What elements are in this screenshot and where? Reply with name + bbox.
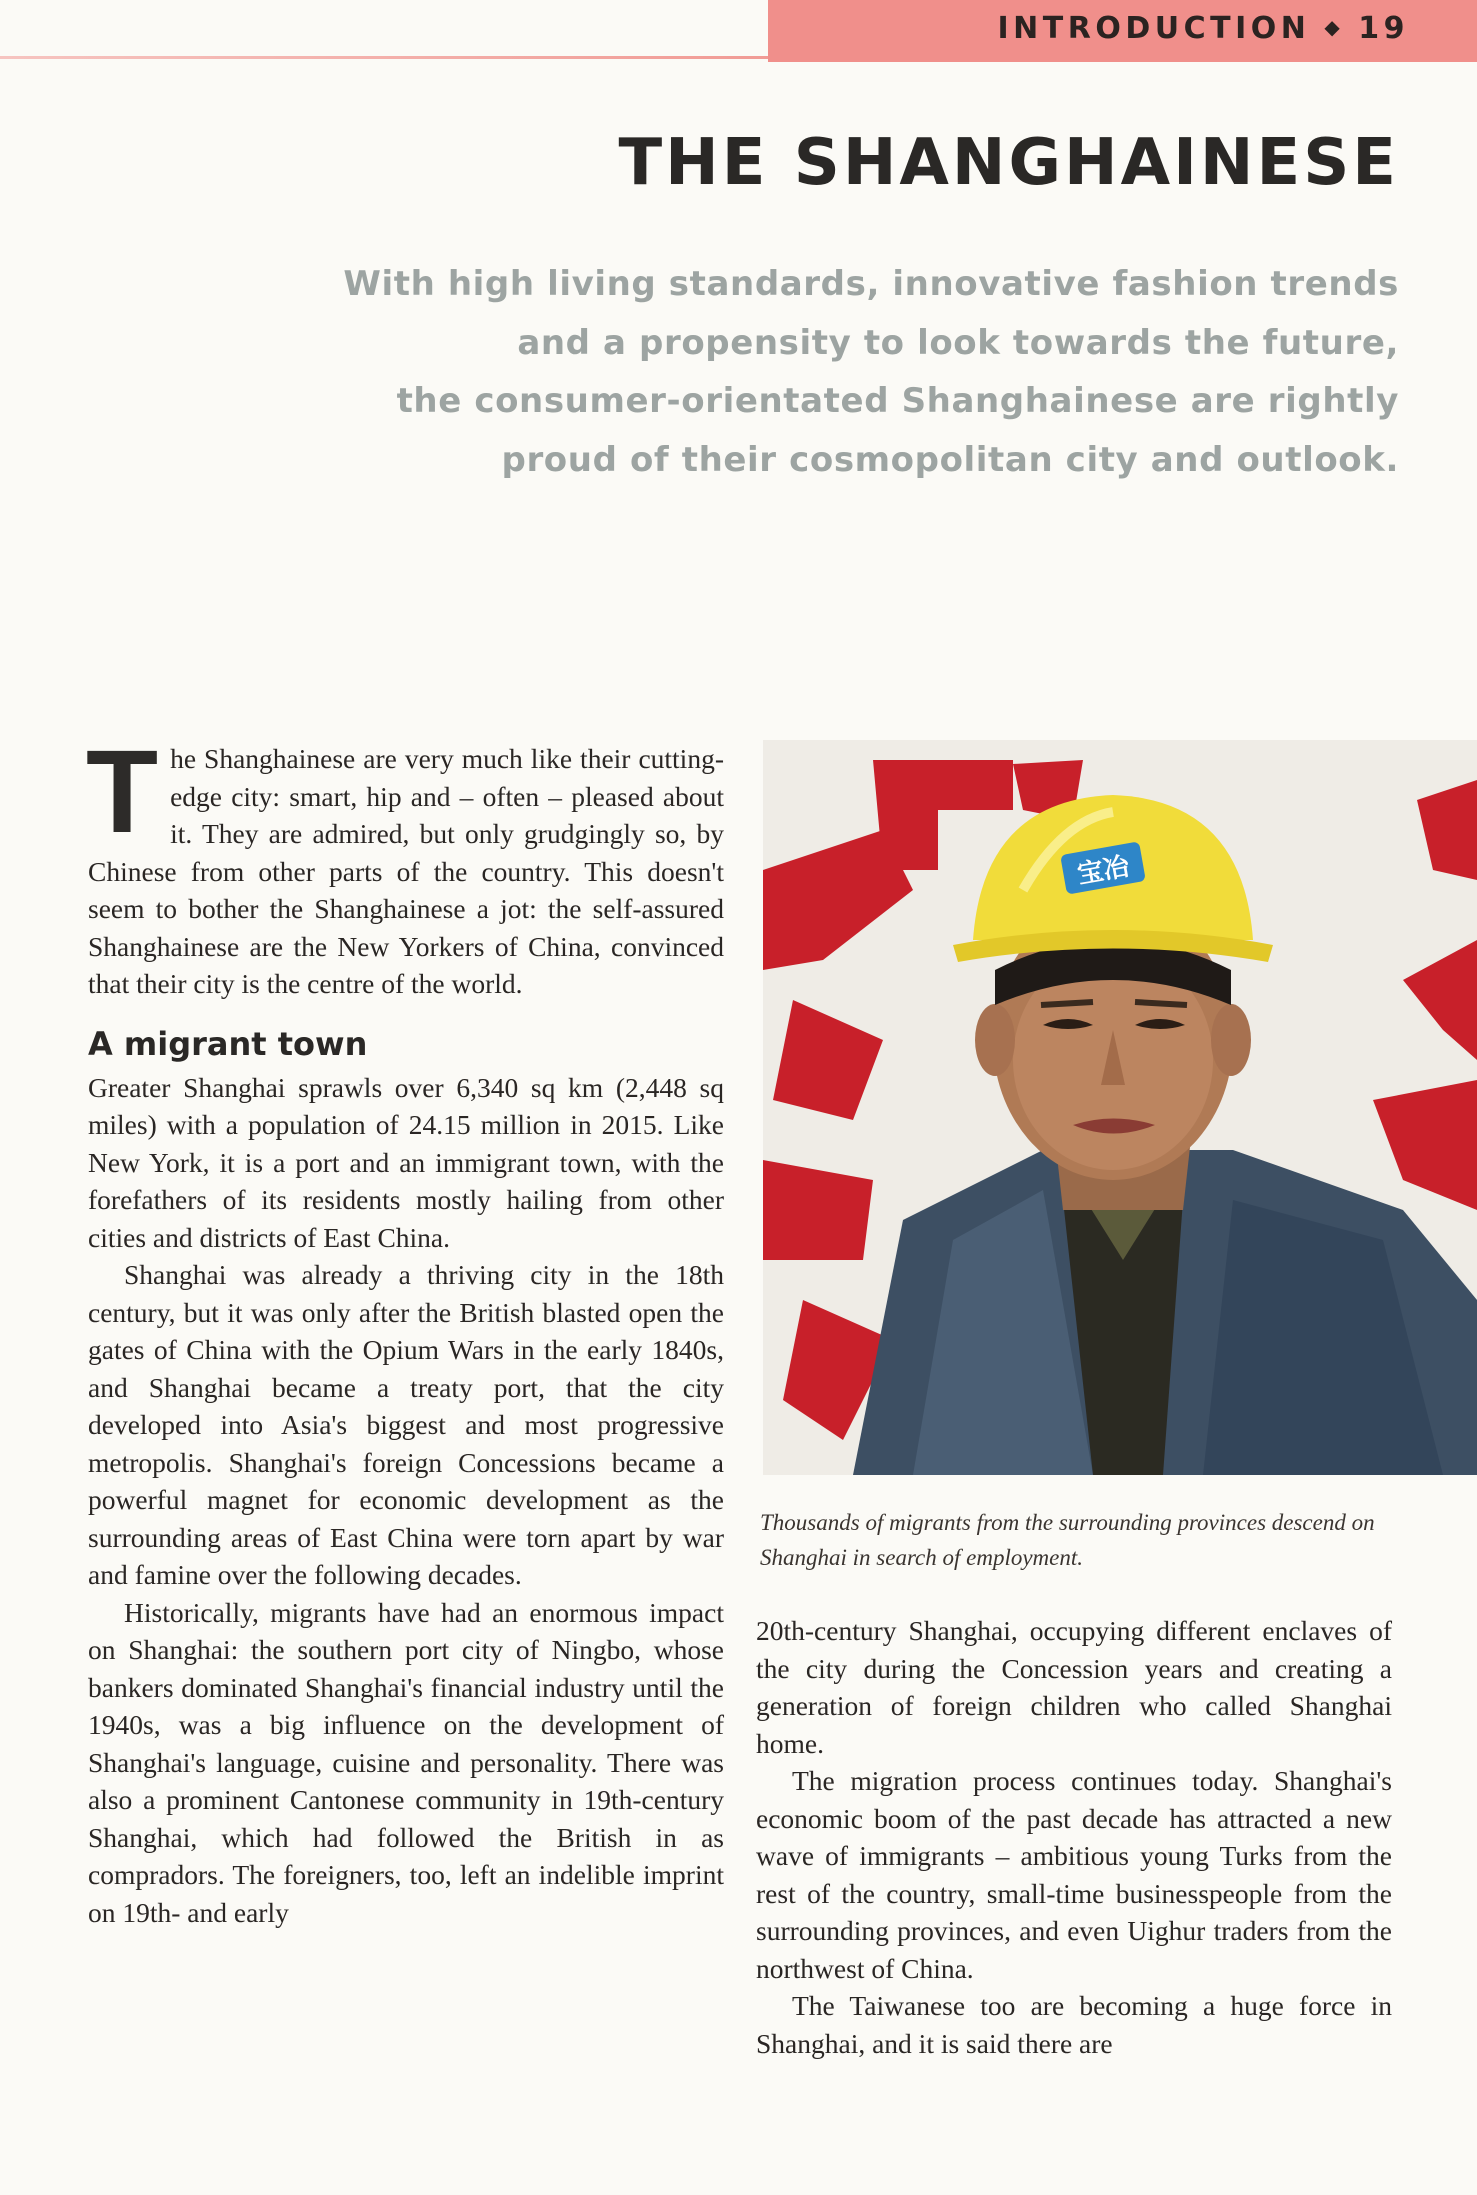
page-number: 19 xyxy=(1358,11,1409,46)
standfirst-line: the consumer-orientated Shanghainese are rightly xyxy=(396,381,1399,421)
standfirst xyxy=(299,255,1399,489)
body-paragraph: Greater Shanghai sprawls over 6,340 sq km (2,448 sq miles) with a population of 24.15 million in 2015. Like New York, it is a port and an immigrant town, with the forefathers of its residents mostly hailing from other cities and districts of East China. xyxy=(88,1071,724,1253)
standfirst-line: and a propensity to look towards the future, xyxy=(517,322,1399,363)
standfirst-line: With high living standards, innovative fashion trends xyxy=(343,264,1399,304)
body-paragraph: Historically, migrants have had an enormous impact on Shanghai: the southern port city of Ningbo, whose bankers dominated Shanghai's financial industry until the 1940s, was a big influence on the development of Shanghai's language, cuisine and personality. There was also a prominent Cantonese community in 19th-century Shanghai, which had followed the British in as compradors. The foreigners, too, left an indelible imprint on 19th- and early xyxy=(88,1596,724,1928)
header-rule xyxy=(0,56,770,59)
intro-text: he Shanghainese are very much like their cutting-edge city: smart, hip and – often – pleased about it. They are admired, but only grudgingly so, by Chinese from other parts of the country. This doesn't seem to bother the Shanghainese a jot: the self-assured Shanghainese are the New Yorkers of China, convinced that their city is the centre of the world. xyxy=(88,743,724,999)
standfirst-line: proud of their cosmopolitan city and outlook. xyxy=(501,439,1399,480)
right-column xyxy=(756,1612,1392,2062)
body-paragraph: 20th-century Shanghai, occupying different enclaves of the city during the Concession years and creating a generation of foreign children who called Shanghai home. xyxy=(756,1615,1392,1759)
body-paragraph: Shanghai was already a thriving city in the 18th century, but it was only after the British blasted open the gates of China with the Opium Wars in the early 1840s, and Shanghai became a treaty port, that the city developed into Asia's biggest and most progressive metropolis. Shanghai's foreign Concessions became a powerful magnet for economic development as the surrounding areas of East China were torn apart by war and famine over the following decades. xyxy=(88,1259,724,1590)
section-name: INTRODUCTION xyxy=(997,11,1311,46)
drop-cap: T xyxy=(86,726,159,858)
diamond-separator-icon: ◆ xyxy=(1324,15,1345,39)
page-title: THE SHANGHAINESE xyxy=(618,126,1399,200)
left-column xyxy=(86,726,724,1931)
section-subheading: A migrant town xyxy=(88,1024,368,1063)
intro-paragraph xyxy=(86,726,724,1003)
photo-caption: Thousands of migrants from the surrounding provinces descend on Shanghai in search of employment. xyxy=(760,1510,1375,1570)
body-paragraph: The migration process continues today. Shanghai's economic boom of the past decade has attracted a new wave of immigrants – ambitious young Turks from the rest of the country, small-time businesspeople from the surrounding provinces, and even Uighur traders from the northwest of China. xyxy=(756,1765,1392,1984)
migrant-worker-photo xyxy=(763,740,1477,1475)
helmet-logo-text: 宝冶 xyxy=(1075,851,1132,891)
running-header xyxy=(768,0,1477,62)
body-paragraph: The Taiwanese too are becoming a huge force in Shanghai, and it is said there are xyxy=(756,1990,1392,2059)
